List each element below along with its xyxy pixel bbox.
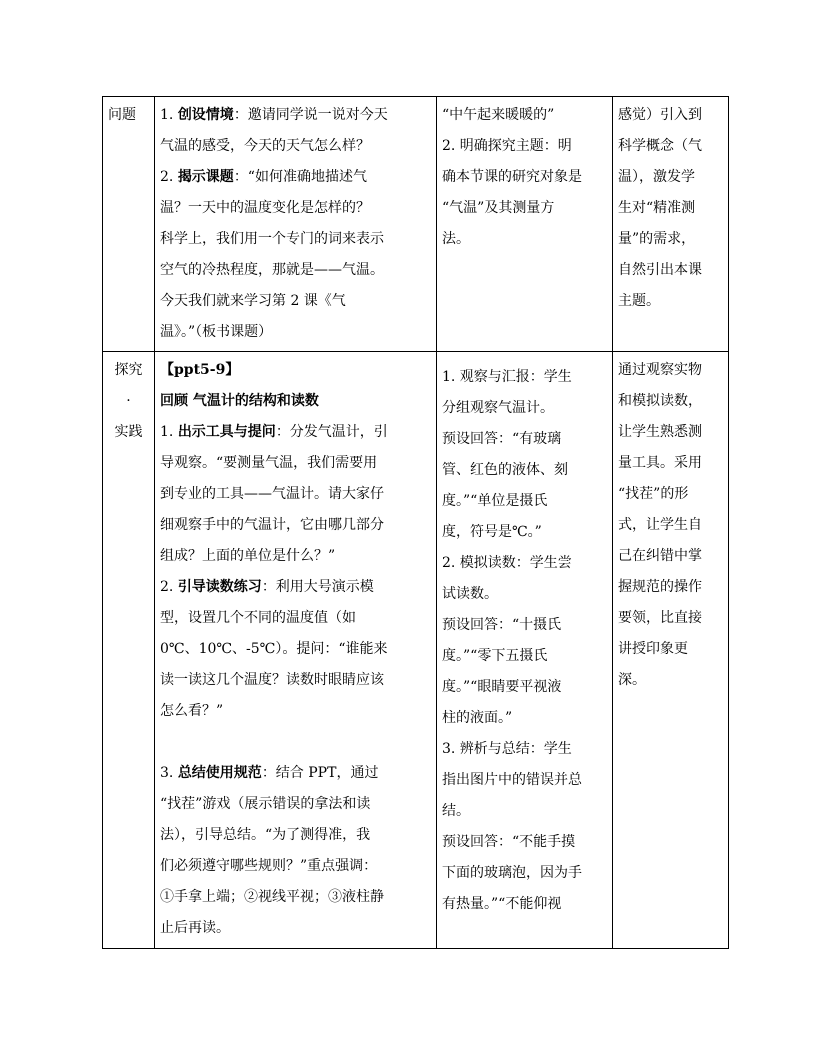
student-activity-cell bbox=[437, 97, 613, 352]
text-line: 通过观察实物 bbox=[618, 362, 702, 378]
text-line: 3. 辨析与总结：学生 bbox=[442, 741, 572, 757]
text-line: 怎么看？” bbox=[160, 703, 224, 719]
text-line: 法），引导总结。“为了测得准，我 bbox=[160, 827, 371, 843]
text-line: 和模拟读数， bbox=[618, 393, 702, 409]
teacher-activity-cell bbox=[155, 97, 437, 352]
text-line: 预设回答：“不能手摸 bbox=[442, 834, 576, 850]
text-line: “找茬”游戏（展示错误的拿法和读 bbox=[160, 796, 371, 812]
text-line: 度。”“眼睛要平视液 bbox=[442, 679, 562, 695]
text-line: 们必须遵守哪些规则？”重点强调： bbox=[160, 858, 378, 874]
text-line: 温》。”（板书课题） bbox=[160, 324, 273, 340]
stage-label: 探究 bbox=[114, 362, 143, 378]
text-line: 量”的需求， bbox=[618, 231, 696, 247]
stage-label: · bbox=[126, 393, 131, 409]
text-line: 度。”“单位是摄氏 bbox=[442, 493, 548, 509]
text-line: 预设回答：“十摄氏 bbox=[442, 617, 562, 633]
text-line: 细观察手中的气温计，它由哪几部分 bbox=[160, 517, 384, 533]
text-line: 己在纠错中掌 bbox=[618, 548, 702, 564]
table-row-question bbox=[103, 97, 729, 352]
text-line: 预设回答：“有玻璃 bbox=[442, 431, 562, 447]
text-line: 分组观察气温计。 bbox=[442, 400, 554, 416]
text-line: 深。 bbox=[618, 672, 646, 688]
text-line: 今天我们就来学习第 2 课《气 bbox=[160, 293, 346, 309]
stage-cell bbox=[103, 97, 155, 352]
text-line: 温），激发学 bbox=[618, 169, 695, 185]
text-line: 2. 引导读数练习：利用大号演示模 bbox=[160, 579, 374, 595]
text-line: 温？一天中的温度变化是怎样的？ bbox=[160, 200, 370, 216]
text-line: 科学概念（气 bbox=[618, 138, 702, 154]
text-line: 止后再读。 bbox=[160, 920, 230, 936]
text-line: 自然引出本课 bbox=[618, 262, 702, 278]
section-heading: 回顾 气温计的结构和读数 bbox=[160, 393, 319, 409]
text-line: 度。”“零下五摄氏 bbox=[442, 648, 548, 664]
slide-tag: 【ppt5-9】 bbox=[160, 362, 240, 378]
text-line: 科学上，我们用一个专门的词来表示 bbox=[160, 231, 384, 247]
text-line: 1. 出示工具与提问：分发气温计，引 bbox=[160, 424, 388, 440]
text-line: 2. 揭示课题：“如何准确地描述气 bbox=[160, 169, 367, 185]
text-line: “气温”及其测量方 bbox=[442, 200, 555, 216]
text-line: 到专业的工具——气温计。请大家仔 bbox=[160, 486, 384, 502]
text-line: 管、红色的液体、刻 bbox=[442, 462, 568, 478]
text-line: 柱的液面。” bbox=[442, 710, 513, 726]
text-line: 讲授印象更 bbox=[618, 641, 688, 657]
text-line: 2. 明确探究主题：明 bbox=[442, 138, 572, 154]
text-line: 法。 bbox=[442, 231, 470, 247]
text-line: 读一读这几个温度？读数时眼睛应该 bbox=[160, 672, 384, 688]
student-activity-cell bbox=[437, 352, 613, 949]
stage-label: 实践 bbox=[114, 424, 143, 440]
lesson-plan-table bbox=[102, 96, 729, 949]
design-intent-cell bbox=[613, 352, 729, 949]
text-line: 握规范的操作 bbox=[618, 579, 702, 595]
text-line: 感觉）引入到 bbox=[618, 107, 702, 123]
text-line: 指出图片中的错误并总 bbox=[442, 772, 582, 788]
text-line: 主题。 bbox=[618, 293, 660, 309]
text-line: 型，设置几个不同的温度值（如 bbox=[160, 610, 356, 626]
text-line: 式，让学生自 bbox=[618, 517, 702, 533]
text-line: 让学生熟悉测 bbox=[618, 424, 702, 440]
text-line: 试读数。 bbox=[442, 586, 498, 602]
text-line: 导观察。“要测量气温，我们需要用 bbox=[160, 455, 378, 471]
table-row-explore bbox=[103, 352, 729, 949]
text-line: “找茬”的形 bbox=[618, 486, 689, 502]
text-line: 量工具。采用 bbox=[618, 455, 702, 471]
text-line: 生对“精准测 bbox=[618, 200, 696, 216]
text-line: 有热量。”“不能仰视 bbox=[442, 896, 562, 912]
text-line: ①手拿上端；②视线平视；③液柱静 bbox=[160, 889, 384, 905]
text-line: 2. 模拟读数：学生尝 bbox=[442, 555, 572, 571]
text-line: 结。 bbox=[442, 803, 470, 819]
text-line: 度，符号是℃。” bbox=[442, 524, 542, 540]
blank-line bbox=[160, 727, 431, 758]
stage-label: 问题 bbox=[108, 107, 136, 123]
text-line: 1. 观察与汇报：学生 bbox=[442, 369, 572, 385]
text-line: 0℃、10℃、-5℃）。提问：“谁能来 bbox=[160, 641, 388, 657]
teacher-activity-cell bbox=[155, 352, 437, 949]
text-line: “中午起来暖暖的” bbox=[442, 107, 555, 123]
text-line: 确本节课的研究对象是 bbox=[442, 169, 582, 185]
text-line: 空气的冷热程度，那就是——气温。 bbox=[160, 262, 384, 278]
text-line: 下面的玻璃泡，因为手 bbox=[442, 865, 582, 881]
text-line: 组成？上面的单位是什么？” bbox=[160, 548, 336, 564]
text-line: 气温的感受，今天的天气怎么样？ bbox=[160, 138, 370, 154]
stage-cell bbox=[103, 352, 155, 949]
design-intent-cell bbox=[613, 97, 729, 352]
text-line: 要领，比直接 bbox=[618, 610, 702, 626]
text-line: 3. 总结使用规范：结合 PPT，通过 bbox=[160, 765, 379, 781]
text-line: 1. 创设情境：邀请同学说一说对今天 bbox=[160, 107, 388, 123]
